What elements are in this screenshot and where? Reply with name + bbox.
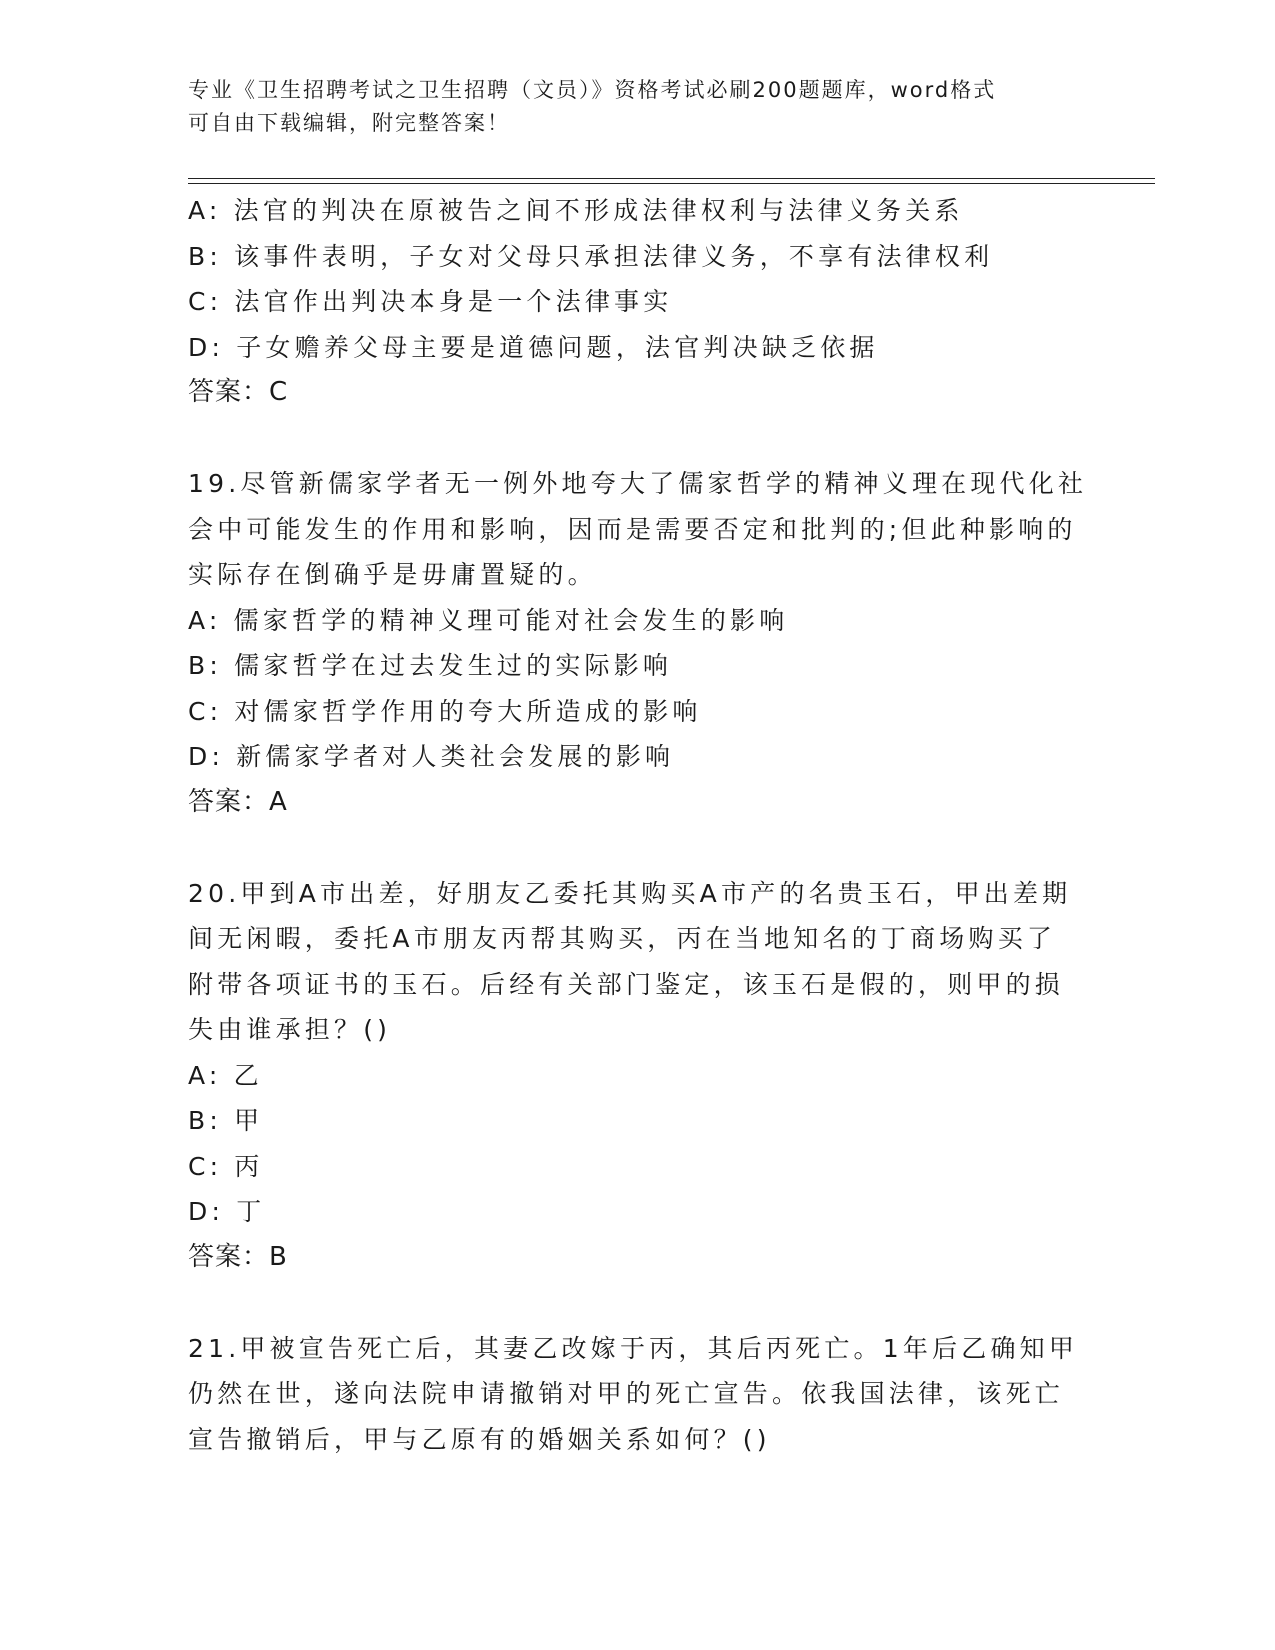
header-title-line-1: 专业《卫生招聘考试之卫生招聘（文员）》资格考试必刷200题题库，word格式 xyxy=(188,78,997,102)
option-a: A: 乙 xyxy=(188,1060,263,1090)
spacer xyxy=(188,416,1088,462)
answer-line: 答案：C xyxy=(188,377,289,407)
option-b: B: 甲 xyxy=(188,1106,264,1135)
answer-line: 答案：A xyxy=(188,786,288,817)
question-stem-line: 会中可能发生的作用和影响，因而是需要否定和批判的;但此种影响的 xyxy=(188,514,1077,544)
question-stem-line: 失由谁承担？() xyxy=(188,1015,392,1044)
question-stem-line: 间无闲暇，委托A市朋友丙帮其购买，丙在当地知名的丁商场购买了 xyxy=(188,924,1057,953)
option-d: D: 丁 xyxy=(188,1197,266,1226)
question-stem-line: 实际存在倒确乎是毋庸置疑的。 xyxy=(188,560,597,589)
document-header xyxy=(188,74,1068,140)
question-20-block xyxy=(188,871,1088,1281)
option-b: B: 该事件表明，子女对父母只承担法律义务，不享有法律权利 xyxy=(188,241,994,271)
question-stem-line: 21.甲被宣告死亡后，其妻乙改嫁于丙，其后丙死亡。1年后乙确知甲 xyxy=(188,1333,1079,1363)
spacer xyxy=(188,825,1088,871)
header-divider-top xyxy=(188,178,1155,179)
question-stem-line: 宣告撤销后，甲与乙原有的婚姻关系如何？() xyxy=(188,1424,771,1454)
question-list xyxy=(188,188,1088,1462)
question-stem-line: 附带各项证书的玉石。后经有关部门鉴定，该玉石是假的，则甲的损 xyxy=(188,969,1065,999)
option-c: C: 对儒家哲学作用的夸大所造成的影响 xyxy=(188,696,702,726)
option-d: D: 子女赡养父母主要是道德问题，法官判决缺乏依据 xyxy=(188,332,879,362)
option-a: A: 儒家哲学的精神义理可能对社会发生的影响 xyxy=(188,605,789,635)
answer-line: 答案：B xyxy=(188,1241,288,1272)
question-stem-line: 19.尽管新儒家学者无一例外地夸大了儒家哲学的精神义理在现代化社 xyxy=(188,469,1088,498)
question-stem-line: 仍然在世，遂向法院申请撤销对甲的死亡宣告。依我国法律，该死亡 xyxy=(188,1379,1065,1408)
option-a: A: 法官的判决在原被告之间不形成法律权利与法律义务关系 xyxy=(188,196,964,225)
question-19-block xyxy=(188,461,1088,825)
header-divider-bottom xyxy=(188,183,1155,184)
header-title-line-2: 可自由下载编辑，附完整答案！ xyxy=(188,111,510,135)
question-21-block xyxy=(188,1326,1088,1463)
option-b: B: 儒家哲学在过去发生过的实际影响 xyxy=(188,651,673,680)
question-stem-line: 20.甲到A市出差，好朋友乙委托其购买A市产的名贵玉石，甲出差期 xyxy=(188,878,1072,908)
option-c: C: 法官作出判决本身是一个法律事实 xyxy=(188,287,673,316)
spacer xyxy=(188,1280,1088,1326)
question-18-block xyxy=(188,188,1088,416)
option-c: C: 丙 xyxy=(188,1151,264,1181)
option-d: D: 新儒家学者对人类社会发展的影响 xyxy=(188,742,675,771)
